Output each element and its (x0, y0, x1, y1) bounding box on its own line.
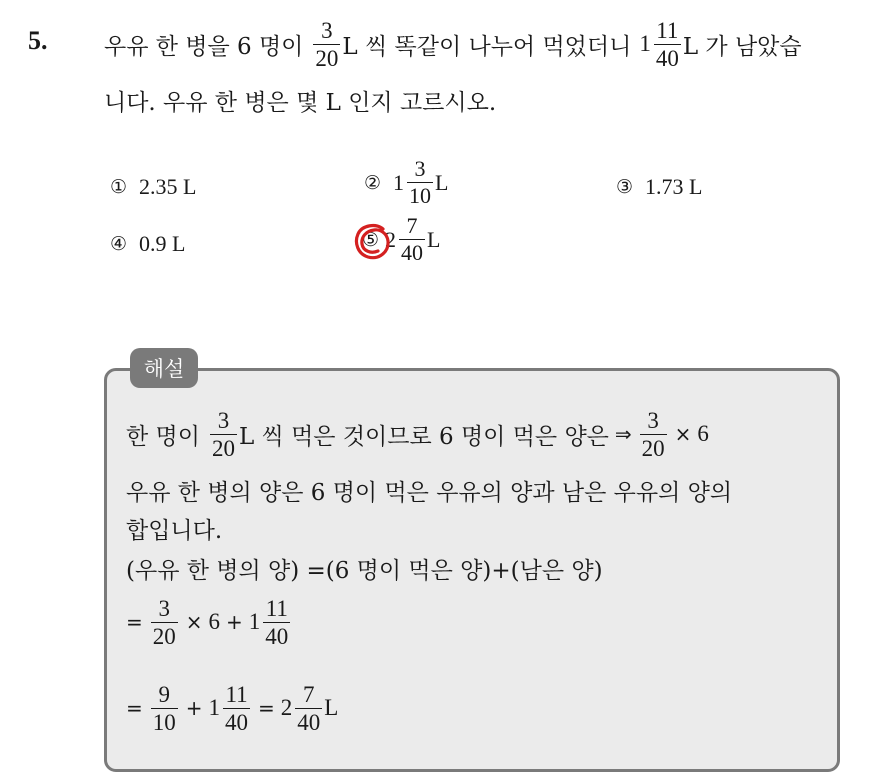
numerator: 9 (158, 681, 171, 707)
solution-line5 (126, 590, 292, 654)
numerator: 7 (406, 213, 418, 238)
equals-sign: = (126, 610, 143, 634)
mixed-number-whole: 1 (248, 609, 261, 634)
numerator: 11 (225, 681, 248, 707)
denominator: 40 (655, 45, 679, 71)
choice-marker: ④ (110, 233, 128, 255)
equals-sign: = (126, 696, 143, 720)
number: 6 (208, 609, 221, 634)
fraction (151, 683, 178, 734)
numerator: 3 (158, 595, 171, 621)
denominator: 10 (409, 183, 432, 208)
fraction (223, 683, 250, 734)
mixed-number-whole: 1 (393, 169, 405, 195)
solution-text: 한 명이 (126, 423, 200, 450)
choice-marker: ① (110, 176, 128, 198)
choice-3[interactable] (616, 174, 703, 200)
equals-sign: = (258, 696, 275, 720)
unit: L (324, 695, 339, 720)
denominator: 40 (297, 709, 321, 735)
choice-text: 0.9 L (139, 231, 186, 256)
plus-sign: + (226, 610, 243, 634)
denominator: 20 (211, 435, 235, 461)
numerator: 3 (217, 407, 230, 433)
solution-line6 (126, 676, 338, 740)
solution-line3: 합입니다. (126, 517, 223, 544)
question-text-line1 (104, 10, 802, 78)
fraction (654, 19, 681, 70)
denominator: 20 (315, 45, 339, 71)
fraction (295, 683, 322, 734)
implies-arrow: ⇒ (614, 422, 632, 446)
solution-line4: (우유 한 병의 양) =(6 명이 먹은 양)+(남은 양) (126, 557, 603, 584)
solution-line1 (126, 400, 709, 468)
mixed-number-whole: 2 (280, 695, 293, 720)
question-text: L 씩 똑같이 나누어 먹었더니 (342, 33, 632, 60)
choice-text: 1.73 L (645, 174, 703, 199)
denominator: 40 (225, 709, 249, 735)
denominator: 40 (401, 240, 424, 265)
question-text: 우유 한 병을 6 명이 (104, 33, 304, 60)
numerator: 3 (414, 156, 426, 181)
plus-sign: + (185, 696, 203, 720)
denominator: 20 (152, 623, 176, 649)
choice-text: 2.35 L (139, 174, 197, 199)
times-sign: × (674, 422, 692, 446)
fraction (313, 19, 340, 70)
unit: L (427, 226, 441, 252)
numerator: 3 (321, 17, 333, 43)
denominator: 20 (641, 435, 665, 461)
solution-line2: 우유 한 병의 양은 6 명이 먹은 우유의 양과 남은 우유의 양의 (126, 479, 733, 506)
choice-marker: ⑤ (362, 228, 380, 251)
mixed-number-whole: 1 (208, 695, 221, 720)
fraction (407, 158, 433, 207)
numerator: 3 (647, 407, 659, 433)
question-text: L 가 남았습 (682, 33, 802, 60)
fraction (399, 215, 425, 264)
numerator: 11 (265, 595, 288, 621)
denominator: 40 (265, 623, 289, 649)
choice-1[interactable] (110, 174, 197, 200)
fraction (263, 597, 290, 648)
choice-2[interactable] (364, 158, 449, 207)
number: 6 (697, 421, 709, 446)
mixed-number-whole: 1 (639, 31, 651, 56)
unit: L (435, 169, 449, 195)
question-number: 5. (28, 26, 48, 55)
numerator: 11 (656, 17, 679, 43)
fraction (640, 409, 667, 460)
answer-circle-stroke (356, 226, 388, 258)
denominator: 10 (152, 709, 176, 735)
question-text-line2: 니다. 우유 한 병은 몇 L 인지 고르시오. (104, 89, 497, 116)
choice-marker: ② (364, 171, 382, 194)
times-sign: × (185, 610, 203, 634)
mixed-number-whole: 2 (385, 226, 397, 252)
fraction (151, 597, 178, 648)
solution-tag: 해설 (130, 348, 198, 388)
solution-text: L 씩 먹은 것이므로 6 명이 먹은 양은 (238, 423, 609, 450)
answer-circle-mark (352, 221, 397, 263)
numerator: 7 (303, 681, 315, 707)
fraction (210, 409, 237, 460)
choice-4[interactable] (110, 231, 186, 257)
choice-marker: ③ (616, 176, 634, 198)
